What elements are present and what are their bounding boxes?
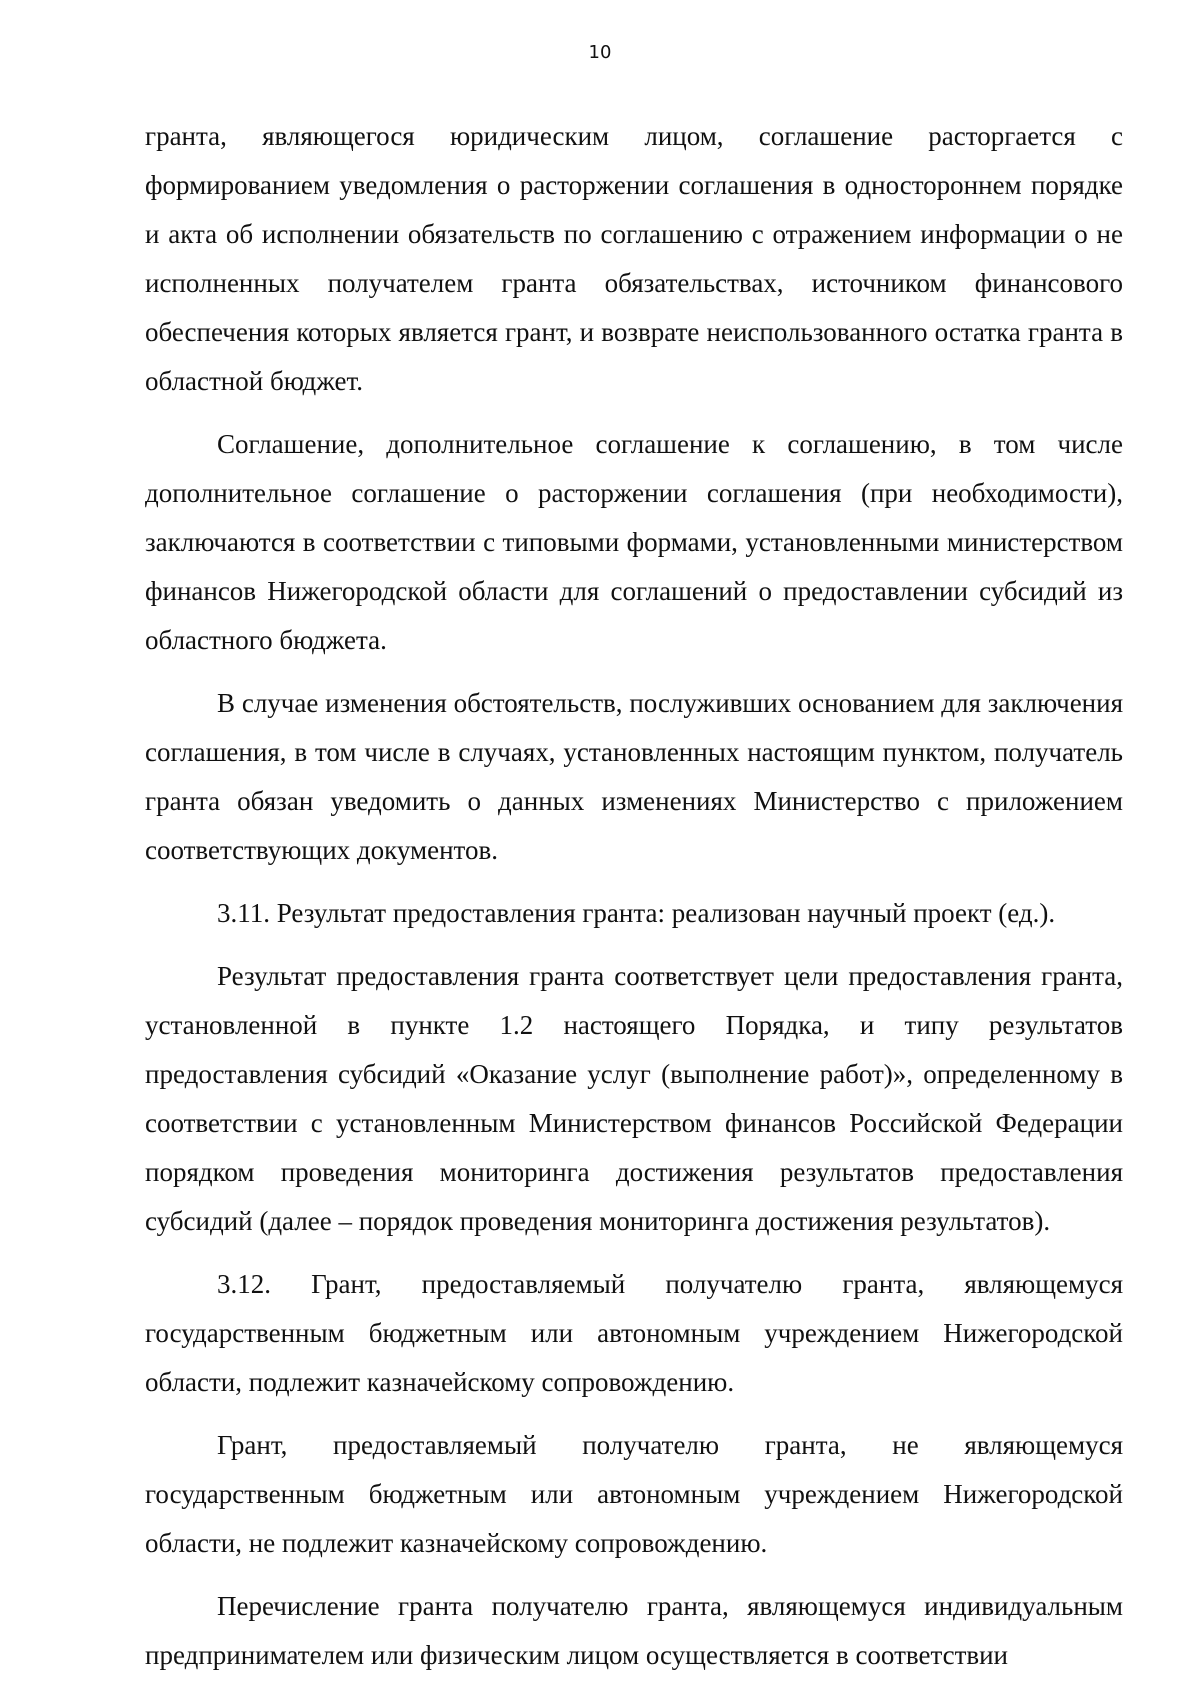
paragraph-3-12-treasury-support: 3.12. Грант, предоставляемый получателю гранта, являющемуся государственным бюджетным или автономным учреждением Нижегородской области, подлежит казначейскому сопровождению. bbox=[145, 1269, 1123, 1397]
paragraph-no-treasury-support: Грант, предоставляемый получателю гранта, не являющемуся государственным бюджетным или автономным учреждением Нижегородской области, не подлежит казначейскому сопровождению. bbox=[145, 1430, 1123, 1558]
paragraph-result-correspondence: Результат предоставления гранта соответствует цели предоставления гранта, установленной в пункте 1.2 настоящего Порядка, и типу результатов предоставления субсидий «Оказание услуг (выполнение работ)», определенному в соответствии с установленным Министерством финансов Российской Федерации порядком проведения мониторинга достижения результатов предоставления субсидий (далее – порядок проведения мониторинга достижения результатов). bbox=[145, 961, 1123, 1236]
page-number: 10 bbox=[588, 42, 612, 63]
paragraph-circumstances-change: В случае изменения обстоятельств, послуживших основанием для заключения соглашения, в том числе в случаях, установленных настоящим пунктом, получатель гранта обязан уведомить о данных изменениях Министерство с приложением соответствующих документов. bbox=[145, 688, 1123, 865]
paragraph-agreement-forms: Соглашение, дополнительное соглашение к соглашению, в том числе дополнительное соглашение о расторжении соглашения (при необходимости), заключаются в соответствии с типовыми формами, установленными министерством финансов Нижегородской области для соглашений о предоставлении субсидий из областного бюджета. bbox=[145, 429, 1123, 655]
document-body bbox=[145, 112, 1123, 1680]
paragraph-grant-termination: гранта, являющегося юридическим лицом, соглашение расторгается с формированием уведомления о расторжении соглашения в одностороннем порядке и акта об исполнении обязательств по соглашению с отражением информации о не исполненных получателем гранта обязательствах, источником финансового обеспечения которых является грант, и возврате неиспользованного остатка гранта в областной бюджет. bbox=[145, 121, 1123, 396]
paragraph-3-11-result: 3.11. Результат предоставления гранта: реализован научный проект (ед.). bbox=[217, 898, 1056, 928]
paragraph-grant-transfer: Перечисление гранта получателю гранта, являющемуся индивидуальным предпринимателем или физическим лицом осуществляется в соответствии bbox=[145, 1591, 1123, 1670]
